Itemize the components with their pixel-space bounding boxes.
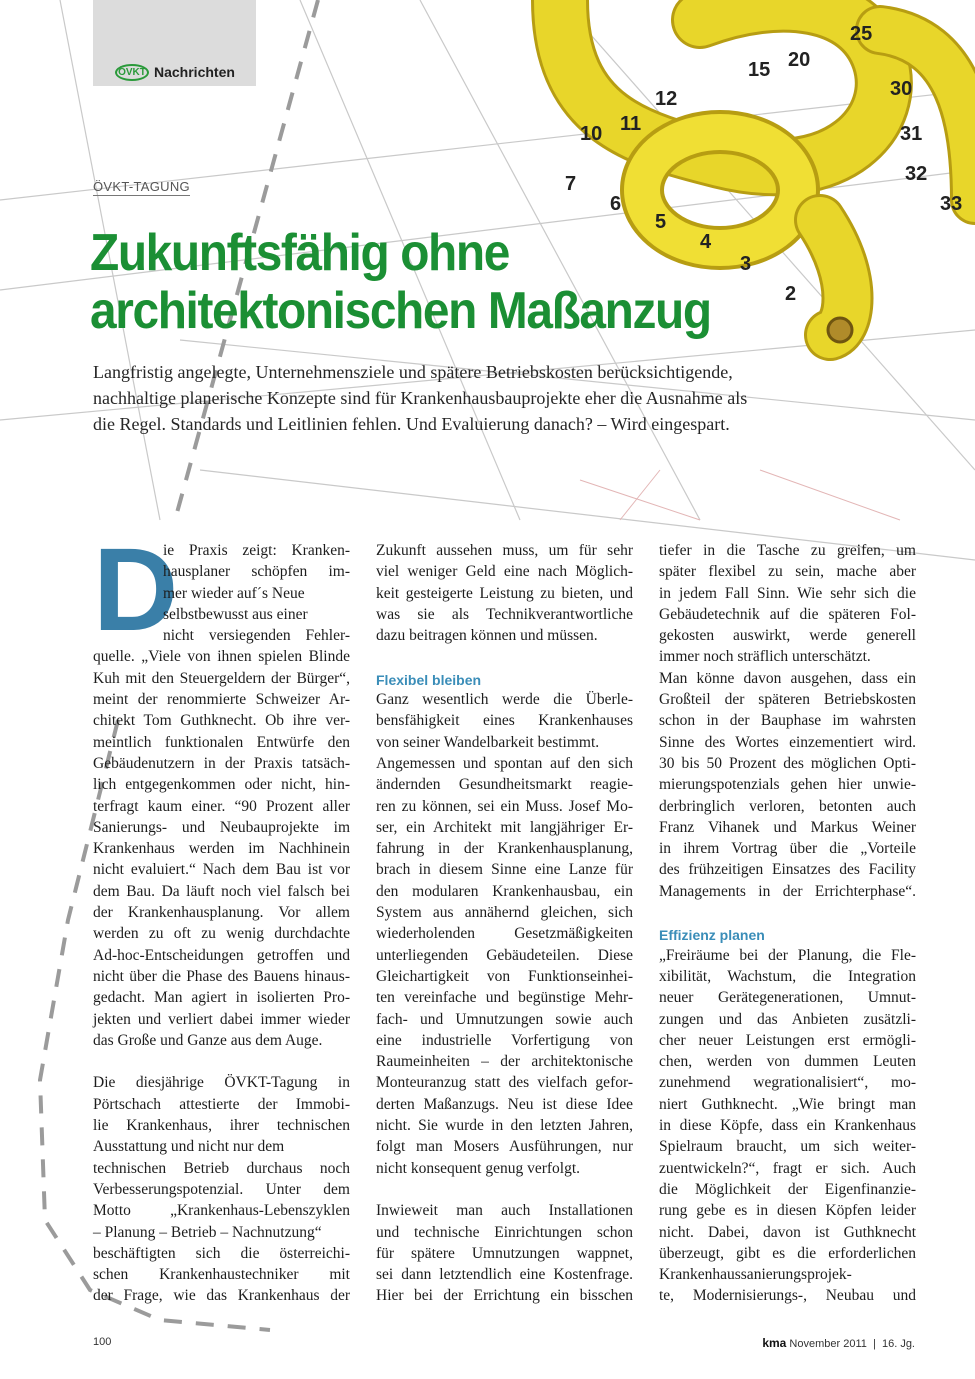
tape-number: 30 [890,78,913,100]
text-line: fach- und Umnutzungen sowie auch [376,1010,633,1028]
text-line: xibilität, Wachstum, die Integration [659,967,916,985]
kicker: ÖVKT-TAGUNG [93,179,190,194]
text-line: Sinne des Wortes einzementiert wird. [659,733,916,751]
text-line: sei dann letztendlich eine Kostenfrage. [376,1266,633,1284]
text-line: überzeugt, gibt es die erforderlichen [659,1244,916,1262]
text-line: brach in diesem Sinne eine Lanze für [376,861,633,879]
page-number: 100 [93,1336,112,1348]
tape-number: 20 [788,49,811,71]
text-line: terfragt kaum einer. “90 Prozent aller [93,797,350,815]
text-line: beschäftigten sich die österreichi- [93,1244,350,1262]
text-line: Großteil der späteren Betriebskosten [659,691,916,709]
issue-date: November 2011 [789,1338,867,1350]
text-line: Spielraum braucht, um sich weiter- [659,1138,916,1156]
text-line: niert Guthknecht. „Wie bringt man [659,1095,916,1113]
tape-number: 11 [620,113,642,135]
text-line: hausplaner schöpfen im- [163,563,350,581]
text-line: nicht konsequent genug verfolgt. [376,1159,581,1177]
text-line: lich entgegenkommen oder nicht, hin- [93,776,350,794]
article-column-3 [659,540,916,1307]
text-line: nicht. Sie wurde in den letzten Jahren, [376,1117,633,1135]
text-line: nicht. Dabei, davon ist Guthknecht [659,1223,916,1241]
text-line: das Große und Ganze aus dem Auge. [93,1031,323,1049]
text-line: technischen Betrieb durchaus noch [93,1159,350,1177]
paragraph-gap [93,1051,350,1072]
text-line: ten vereinfache und begünstige Mehr- [376,989,633,1007]
tape-number: 6 [610,193,622,215]
text-line: der Krankenhausplanung. Vor allem [93,904,350,922]
text-line: in diese Köpfe, dass ein Krankenhaus [659,1117,916,1135]
text-line: keit gesteigerte Leistung zu bieten, und [376,584,633,602]
text-line: cher neuer Leistungen erst ermögli- [659,1031,916,1049]
text-line: ändernden Gesundheitsmarkt reagie- [376,776,633,794]
text-line: gedacht. Man agiert in isolierten Pro- [93,989,350,1007]
text-line: dazu beitragen können und müssen. [376,627,598,645]
subheading: Effizienz planen [659,927,765,944]
text-line: schon in der Bauphase im wahrsten [659,712,916,730]
tape-number: 3 [740,253,752,275]
tape-number: 32 [905,163,928,185]
text-line: für spätere Umnutzungen wappnet, [376,1244,633,1262]
text-line: Angemessen und spontan auf den sich [376,754,633,772]
section-tab [93,0,256,86]
text-line: Motto „Krankenhaus-Lebenszyklen [93,1202,350,1220]
subheading: Flexibel bleiben [376,671,482,688]
text-line: immer noch sträflich unterschätzt. [659,648,871,666]
text-line: wiederholenden Gesetzmäßigkeiten [376,925,633,943]
text-line: neuer Gerätegenerationen, Umnut- [659,989,916,1007]
text-line: Sanierungs- und Neubauprojekte im [93,818,350,836]
drop-cap: D [93,524,179,656]
text-line: Managements in der Errichterphase“. [659,882,916,900]
text-line: Krankenhaus werden im Nachhinein [93,840,350,858]
text-line: tiefer in die Tasche zu greifen, um [659,542,916,559]
text-line: Ad-hoc-Entscheidungen getroffen und [93,946,350,964]
text-line: eine industrielle Vorfertigung von [376,1031,633,1049]
text-line: Verbesserungspotenzial. Unter dem [93,1180,350,1198]
text-line: Krankenhaussanierungsprojek- [659,1266,852,1284]
text-line: den modularen Krankenhausbau, ein [376,882,633,900]
text-line: Franz Vihanek und Markus Weiner [659,818,916,836]
headline-line: architektonischen Maßanzug [90,282,711,340]
text-line: bensfähigkeit eines Krankenhauses [376,712,633,730]
text-line: Kuh mit den Steuergeldern der Bürger“, [93,669,350,687]
text-line: Ganz wesentlich werde die Überle- [376,691,633,709]
tape-number: 33 [940,193,963,215]
tape-number: 31 [900,123,923,145]
volume: 16. Jg. [881,1338,915,1350]
paragraph-gap [376,646,633,667]
footer-separator: | [872,1338,876,1350]
text-line: 30 bis 50 Prozent des möglichen Opti- [659,754,916,772]
text-line: folgt man Mosers Ausführungen, nur [376,1138,633,1156]
text-line: Monteuranzug statt des vielfach gefor- [376,1074,633,1092]
tape-number: 25 [850,23,873,45]
text-line: Gebäudenutzern in der Praxis tatsäch- [93,754,350,772]
section-label: Nachrichten [154,64,235,80]
text-line: zungen und das Anbieten zusätzli- [659,1010,916,1028]
text-line: mer wieder auf´s Neue [163,584,305,602]
text-line: Ausstattung und nicht nur dem [93,1138,285,1156]
headline [90,224,734,340]
text-line: lie Krankenhaus, ihrer technischen [93,1117,350,1135]
text-line: von seiner Wandelbarkeit bestimmt. [376,733,600,751]
tape-number: 15 [748,59,771,81]
tape-number: 2 [785,283,797,305]
text-line: quelle. „Viele von ihnen spielen Blinde [93,648,350,666]
text-line: nicht evaluiert.“ Nach dem Bau ist vor [93,861,350,879]
text-line: Die diesjährige ÖVKT-Tagung in [93,1074,350,1092]
text-line: später flexibel zu sein, mache aber [659,563,916,581]
text-line: derbringlich verloren, betonten auch [659,797,916,815]
article-column-1 [93,524,350,1307]
text-line: werden zu oft zu wenig durchdachte [93,925,350,943]
tape-number: 4 [700,231,712,253]
lead-line: Langfristig angelegte, Unternehmensziele und spätere Betriebskosten berücksichtigende, [93,362,733,382]
text-line: „Freiräume bei der Planung, die Fle- [659,946,916,964]
text-line: Gebäudetechnik auf die späteren Fol- [659,605,916,623]
text-line: der Frage, wie das Krankenhaus der [93,1287,350,1305]
text-line: ren zu können, sei ein Muss. Josef Mo- [376,797,633,815]
text-line: meint der renommierte Schweizer Ar- [93,691,350,709]
text-line: System aus annähernd gleichen, sich [376,904,633,922]
text-line: Raumeinheiten – der architektonische [376,1053,633,1071]
article-column-2 [376,540,633,1307]
text-line: nicht versiegenden Fehler- [163,627,350,645]
text-line: ser, ein Architekt mit langjähriger Er- [376,818,633,836]
text-line: Man könne davon ausgehen, dass ein [659,669,916,687]
tape-number: 10 [580,123,603,145]
text-line: und technische Einrichtungen schon [376,1223,633,1241]
text-line: unterliegenden Gebäudeteilen. Diese [376,946,633,964]
text-line: zunehmend wegrationalisiert“, mo- [659,1074,916,1092]
text-line: Gleichartigkeit von Funktionseinhei- [376,967,633,985]
tape-number: 5 [655,211,667,233]
headline-line: Zukunftsfähig ohne [90,224,509,282]
text-line: was sie als Technikverantwortliche [376,605,633,623]
text-line: meintlich funktionalen Entwürfe den [93,733,350,751]
magazine-name: kma [762,1336,787,1350]
text-line: zuentwickeln?“, fragt er sich. Auch [659,1159,916,1177]
text-line: mierungspotenzials gehen hier unwie- [659,776,916,794]
text-line: in ihrem Vortrag über die „Vorteile [659,840,916,858]
footer-issue [762,1336,915,1350]
text-line: chitekt Tom Guthknecht. Ob ihre ver- [93,712,350,730]
tape-number: 12 [655,88,678,110]
text-line: nicht über die Phase des Bauens hinaus- [93,967,350,985]
text-line: Pörtschach attestierte der Immobi- [93,1095,350,1113]
text-line: dem Bau. Da läuft noch viel falsch bei [93,882,350,900]
text-line: rung gebe es in diesen Köpfen leider [659,1202,916,1220]
text-line: derten Maßanzugs. Neu ist diese Idee [376,1095,633,1113]
text-line: gekosten auswirkt, werde generell [659,627,916,645]
lead-line: die Regel. Standards und Leitlinien fehlen. Und Evaluierung danach? – Wird eingespart. [93,414,730,434]
text-line: selbstbewusst aus einer [163,605,308,623]
text-line: – Planung – Betrieb – Nachnutzung“ [93,1223,322,1241]
paragraph-gap [659,902,916,923]
text-line: des frühzeitigen Einsatzes des Facility [659,861,916,879]
text-line: die Möglichkeit der Eigenfinanzie- [659,1180,916,1198]
text-line: jekten und verliert dabei immer wieder [93,1010,350,1028]
text-line: Hier bei der Errichtung ein bisschen [376,1287,633,1305]
tape-number: 7 [565,173,577,195]
text-line: ie Praxis zeigt: Kranken- [163,542,350,559]
text-line: fahrung in der Krankenhausplanung, [376,840,633,858]
text-line: schen Krankenhaustechniker mit [93,1266,350,1284]
text-line: Inwieweit man auch Installationen [376,1202,633,1220]
text-line: te, Modernisierungs-, Neubau und [659,1287,916,1305]
paragraph-gap [376,1179,633,1200]
text-line: Zukunft aussehen muss, um für sehr [376,542,633,559]
text-line: chen, werden von dummen Leuten [659,1053,916,1071]
lead-line: nachhaltige planerische Konzepte sind für Krankenhausbauprojekte eher die Ausnahme als [93,388,748,408]
text-line: in jedem Fall Sinn. Wie sehr sich die [659,584,916,602]
lead-paragraph [93,359,793,437]
ovkt-logo: ÖVKT [115,64,149,81]
text-line: viel weniger Geld eine nach Möglich- [376,563,633,581]
